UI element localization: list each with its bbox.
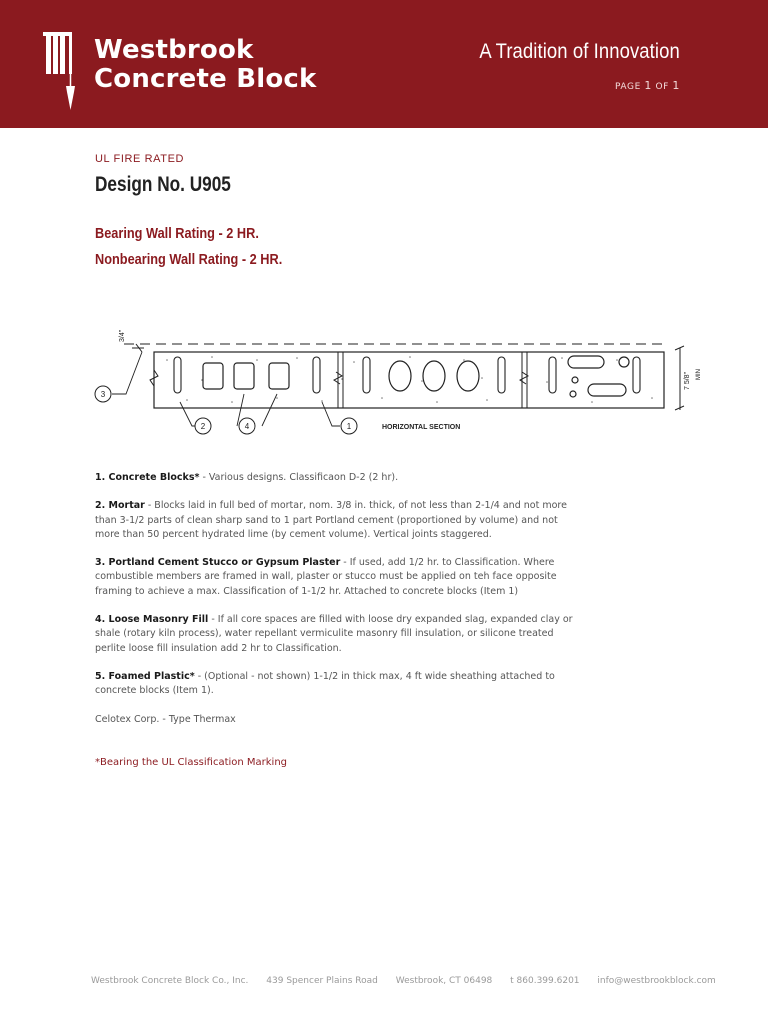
dim-top-label: 3/4" bbox=[119, 329, 126, 342]
bearing-wall-rating: Bearing Wall Rating - 2 HR. bbox=[95, 225, 259, 242]
diagram-caption: HORIZONTAL SECTION bbox=[382, 424, 461, 431]
item-text: - If all core spaces are filled with loose dry expanded slag, expanded clay or shale (rotary kiln process), water repellant vermiculite masonry fill insulation, or silicone treated perlite loose fill insulation add 2 hr to Classification. bbox=[95, 614, 573, 654]
nonbearing-wall-rating: Nonbearing Wall Rating - 2 HR. bbox=[95, 251, 283, 268]
list-item bbox=[95, 556, 585, 599]
brand-line-2: Concrete Block bbox=[94, 64, 317, 94]
item-text: - Blocks laid in full bed of mortar, nom. 3/8 in. thick, of not less than 2-1/4 and not more than 3-1/2 parts of clean sharp sand to 1 part Portland cement (proportioned by volume) and not more than 50 percent hydrated lime (by cement volume). Vertical joints staggered. bbox=[95, 500, 567, 540]
page-prefix: PAGE bbox=[614, 82, 641, 92]
item-label: 3. Portland Cement Stucco or Gypsum Plaster bbox=[95, 557, 341, 569]
brand-name bbox=[94, 36, 317, 94]
item-label: 5. Foamed Plastic* bbox=[95, 670, 195, 682]
footnote: *Bearing the UL Classification Marking bbox=[95, 757, 288, 768]
item-label: 1. Concrete Blocks* bbox=[95, 472, 200, 483]
manufacturer-note: Celotex Corp. - Type Thermax bbox=[95, 713, 236, 725]
plumb-bob-logo-icon bbox=[40, 30, 80, 116]
list-item bbox=[95, 613, 585, 656]
footer-phone: t 860.399.6201 bbox=[510, 976, 580, 986]
footer-company: Westbrook Concrete Block Co., Inc. bbox=[91, 976, 249, 986]
horizontal-section-diagram bbox=[92, 310, 702, 440]
item-label: 2. Mortar bbox=[95, 500, 145, 512]
item-text: - If used, add 1/2 hr. to Classification. Where combustible members are framed in wall, plaster or stucco must be applied on teh face opposite framing to achieve a max. Classification of 1-1/2 hr. Attached to concrete blocks (Item 1) bbox=[95, 557, 557, 597]
tagline: A Tradition of Innovation bbox=[479, 40, 680, 63]
page-indicator bbox=[615, 79, 680, 92]
list-item bbox=[95, 471, 585, 485]
page-of: OF bbox=[655, 82, 669, 92]
page-title: Design No. U905 bbox=[95, 173, 231, 196]
component-list bbox=[95, 471, 585, 741]
page-total: 1 bbox=[672, 79, 680, 92]
page-current: 1 bbox=[644, 79, 652, 92]
callout-3: 3 bbox=[100, 390, 106, 399]
item-text: - (Optional - not shown) 1-1/2 in thick max, 4 ft wide sheathing attached to concrete blocks (Item 1). bbox=[95, 670, 555, 697]
footer-street: 439 Spencer Plains Road bbox=[266, 976, 378, 986]
callout-2: 2 bbox=[200, 422, 206, 431]
dim-side-note: MIN bbox=[696, 369, 702, 380]
list-item bbox=[95, 670, 585, 699]
page-footer bbox=[91, 976, 731, 986]
footer-email-link[interactable]: info@westbrookblock.com bbox=[597, 976, 716, 986]
list-item bbox=[95, 499, 585, 542]
footer-city: Westbrook, CT 06498 bbox=[395, 976, 493, 986]
callout-4: 4 bbox=[244, 422, 250, 431]
dim-side-label: 7 5/8" bbox=[684, 371, 691, 390]
doc-eyebrow: UL FIRE RATED bbox=[95, 153, 185, 165]
brand-line-1: Westbrook bbox=[94, 35, 254, 65]
callout-1: 1 bbox=[346, 422, 352, 431]
page-header bbox=[0, 0, 768, 128]
item-label: 4. Loose Masonry Fill bbox=[95, 614, 209, 626]
item-text: - Various designs. Classificaon D-2 (2 hr). bbox=[199, 472, 399, 483]
